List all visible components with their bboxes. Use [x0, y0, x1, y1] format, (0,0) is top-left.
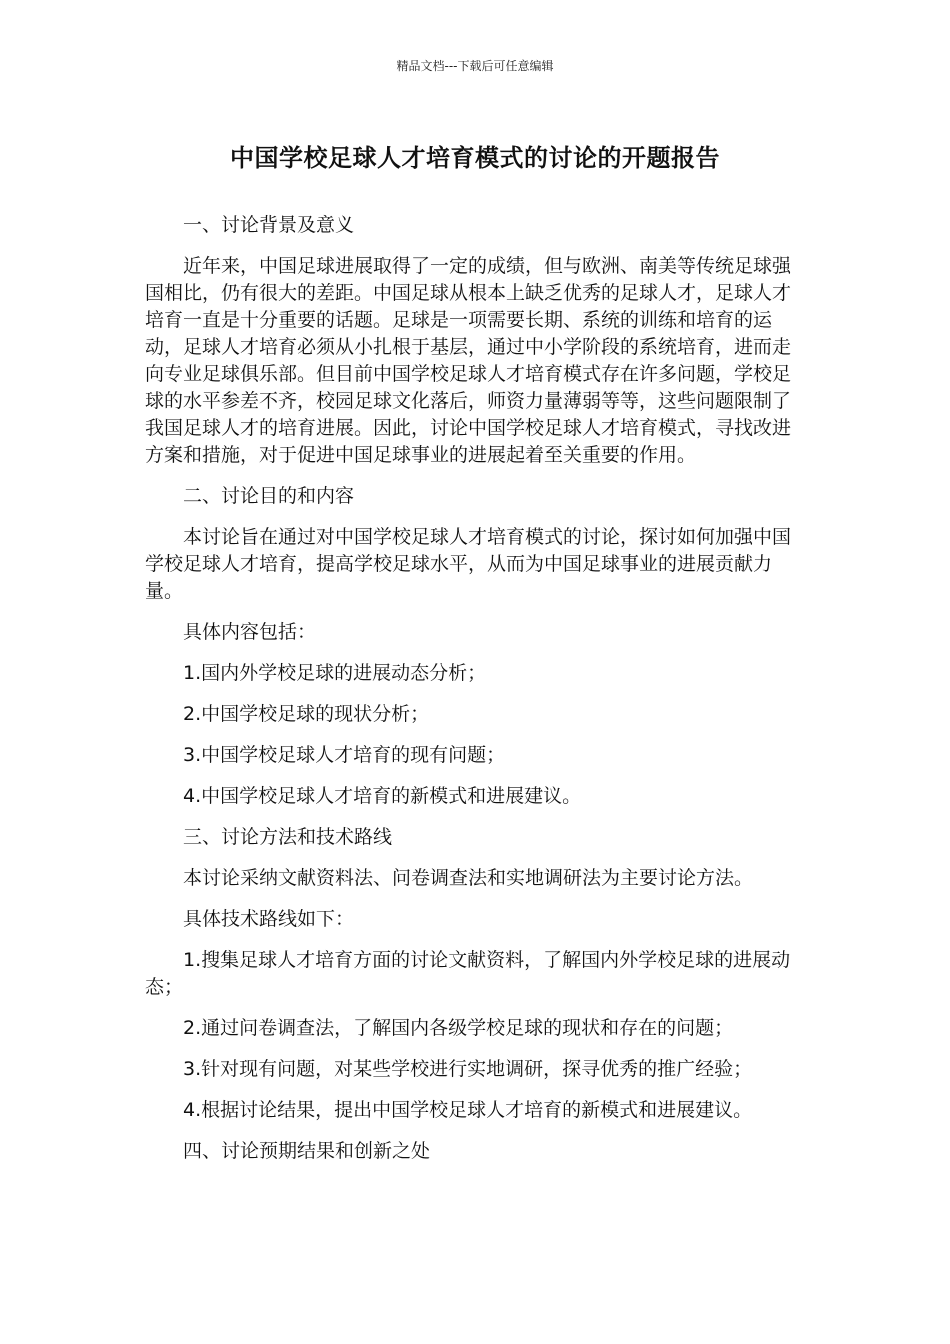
list-item: 4.根据讨论结果，提出中国学校足球人才培育的新模式和进展建议。	[183, 1099, 753, 1121]
paragraph-methods: 本讨论采纳文献资料法、问卷调查法和实地调研法为主要讨论方法。	[183, 867, 754, 889]
paragraph-background: 近年来，中国足球进展取得了一定的成绩，但与欧洲、南美等传统足球强国相比，仍有很大的差距。中国足球从根本上缺乏优秀的足球人才，足球人才培育一直是十分重要的话题。足球是一项需要长期、系统的训练和培育的运动，足球人才培育必须从小扎根于基层，通过中小学阶段的系统培育，进而走向专业足球俱乐部。但目前中国学校足球人才培育模式存在许多问题，学校足球的水平参差不齐，校园足球文化落后，师资力量薄弱等等，这些问题限制了我国足球人才的培育进展。因此，讨论中国学校足球人才培育模式，寻找改进方案和措施，对于促进中国足球事业的进展起着至关重要的作用。	[145, 255, 792, 466]
paragraph-route-intro: 具体技术路线如下：	[183, 908, 355, 930]
list-item: 1.国内外学校足球的进展动态分析；	[183, 662, 487, 684]
section-heading-background: 一、讨论背景及意义	[183, 214, 355, 236]
list-item: 2.通过问卷调查法，了解国内各级学校足球的现状和存在的问题；	[183, 1017, 734, 1039]
document-body	[145, 212, 805, 1179]
section-heading-results: 四、讨论预期结果和创新之处	[183, 1140, 431, 1162]
header-note: 精品文档---下载后可任意编辑	[396, 59, 554, 73]
list-item: 4.中国学校足球人才培育的新模式和进展建议。	[183, 785, 582, 807]
paragraph-purpose: 本讨论旨在通过对中国学校足球人才培育模式的讨论，探讨如何加强中国学校足球人才培育，提高学校足球水平，从而为中国足球事业的进展贡献力量。	[145, 526, 792, 602]
paragraph-content-intro: 具体内容包括：	[183, 621, 317, 643]
section-heading-methods: 三、讨论方法和技术路线	[183, 826, 393, 848]
list-item: 3.针对现有问题，对某些学校进行实地调研，探寻优秀的推广经验；	[183, 1058, 753, 1080]
list-item: 1.搜集足球人才培育方面的讨论文献资料，了解国内外学校足球的进展动态；	[145, 949, 791, 998]
section-heading-purpose: 二、讨论目的和内容	[183, 485, 355, 507]
list-item: 2.中国学校足球的现状分析；	[183, 703, 430, 725]
document-title: 中国学校足球人才培育模式的讨论的开题报告	[230, 144, 720, 172]
list-item: 3.中国学校足球人才培育的现有问题；	[183, 744, 506, 766]
